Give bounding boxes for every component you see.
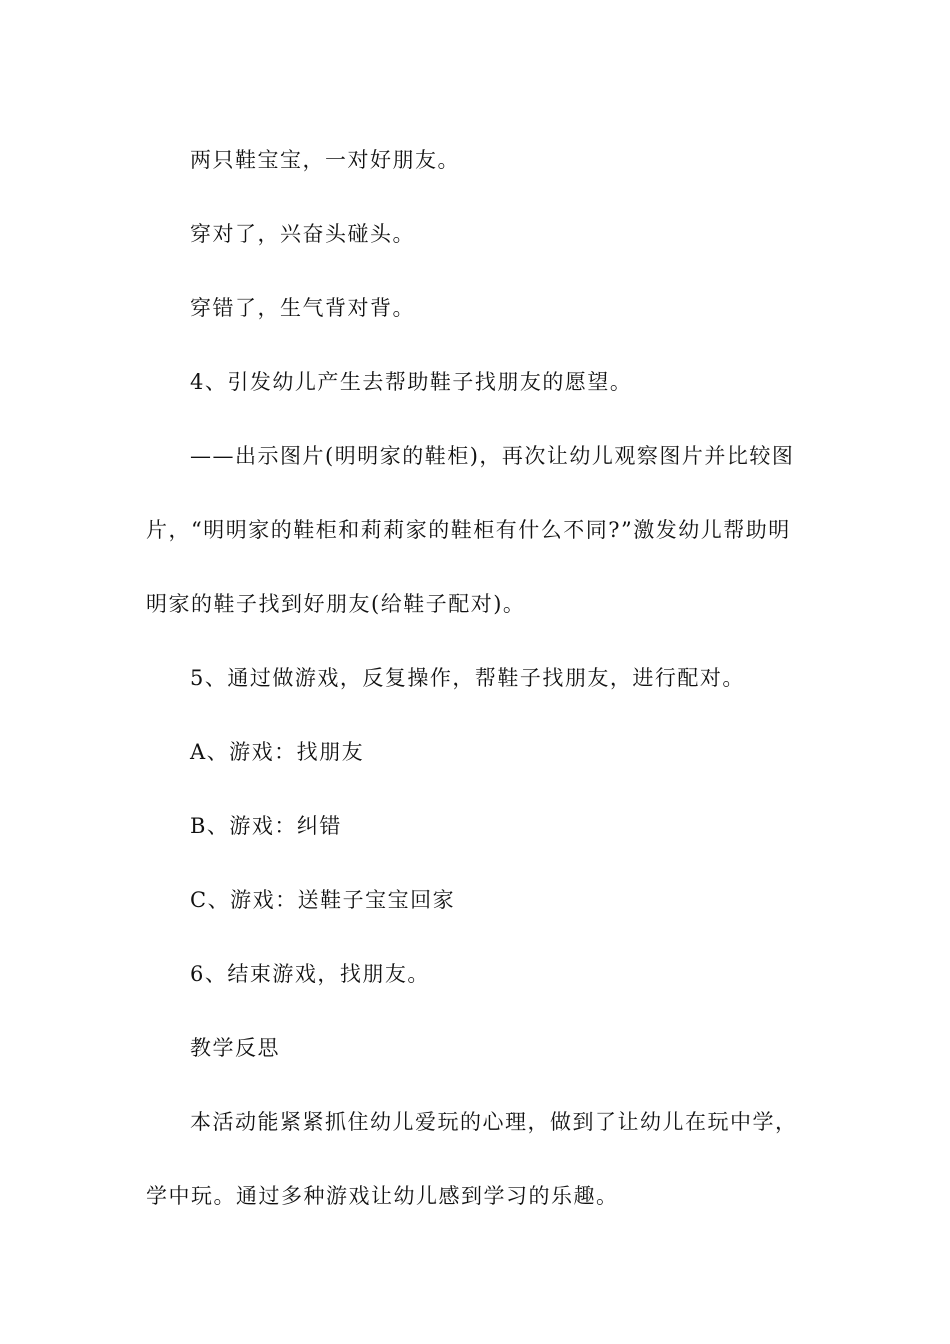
paragraph-step-5: 5、通过做游戏，反复操作，帮鞋子找朋友，进行配对。: [190, 666, 745, 690]
paragraph-verse-line-3: 穿错了，生气背对背。: [190, 296, 415, 320]
paragraph-reflection: 本活动能紧紧抓住幼儿爱玩的心理，做到了让幼儿在玩中学，学中玩。通过多种游戏让幼儿感到学习的乐趣。: [146, 1110, 798, 1208]
paragraph-step-6: 6、结束游戏，找朋友。: [190, 962, 430, 986]
paragraph-step-4: 4、引发幼儿产生去帮助鞋子找朋友的愿望。: [190, 370, 633, 394]
document-body: [146, 123, 812, 1233]
paragraph-game-b: B、游戏：纠错: [190, 814, 342, 838]
paragraph-show-picture: ——出示图片(明明家的鞋柜)，再次让幼儿观察图片并比较图片，“明明家的鞋柜和莉莉家的鞋柜有什么不同?”激发幼儿帮助明明家的鞋子找到好朋友(给鞋子配对)。: [146, 444, 795, 616]
paragraph-verse-line-2: 穿对了，兴奋头碰头。: [190, 222, 415, 246]
paragraph-game-a: A、游戏：找朋友: [190, 740, 365, 764]
section-heading-reflection: 教学反思: [190, 1036, 280, 1060]
paragraph-game-c: C、游戏：送鞋子宝宝回家: [190, 888, 456, 912]
paragraph-verse-line-1: 两只鞋宝宝，一对好朋友。: [190, 148, 460, 172]
